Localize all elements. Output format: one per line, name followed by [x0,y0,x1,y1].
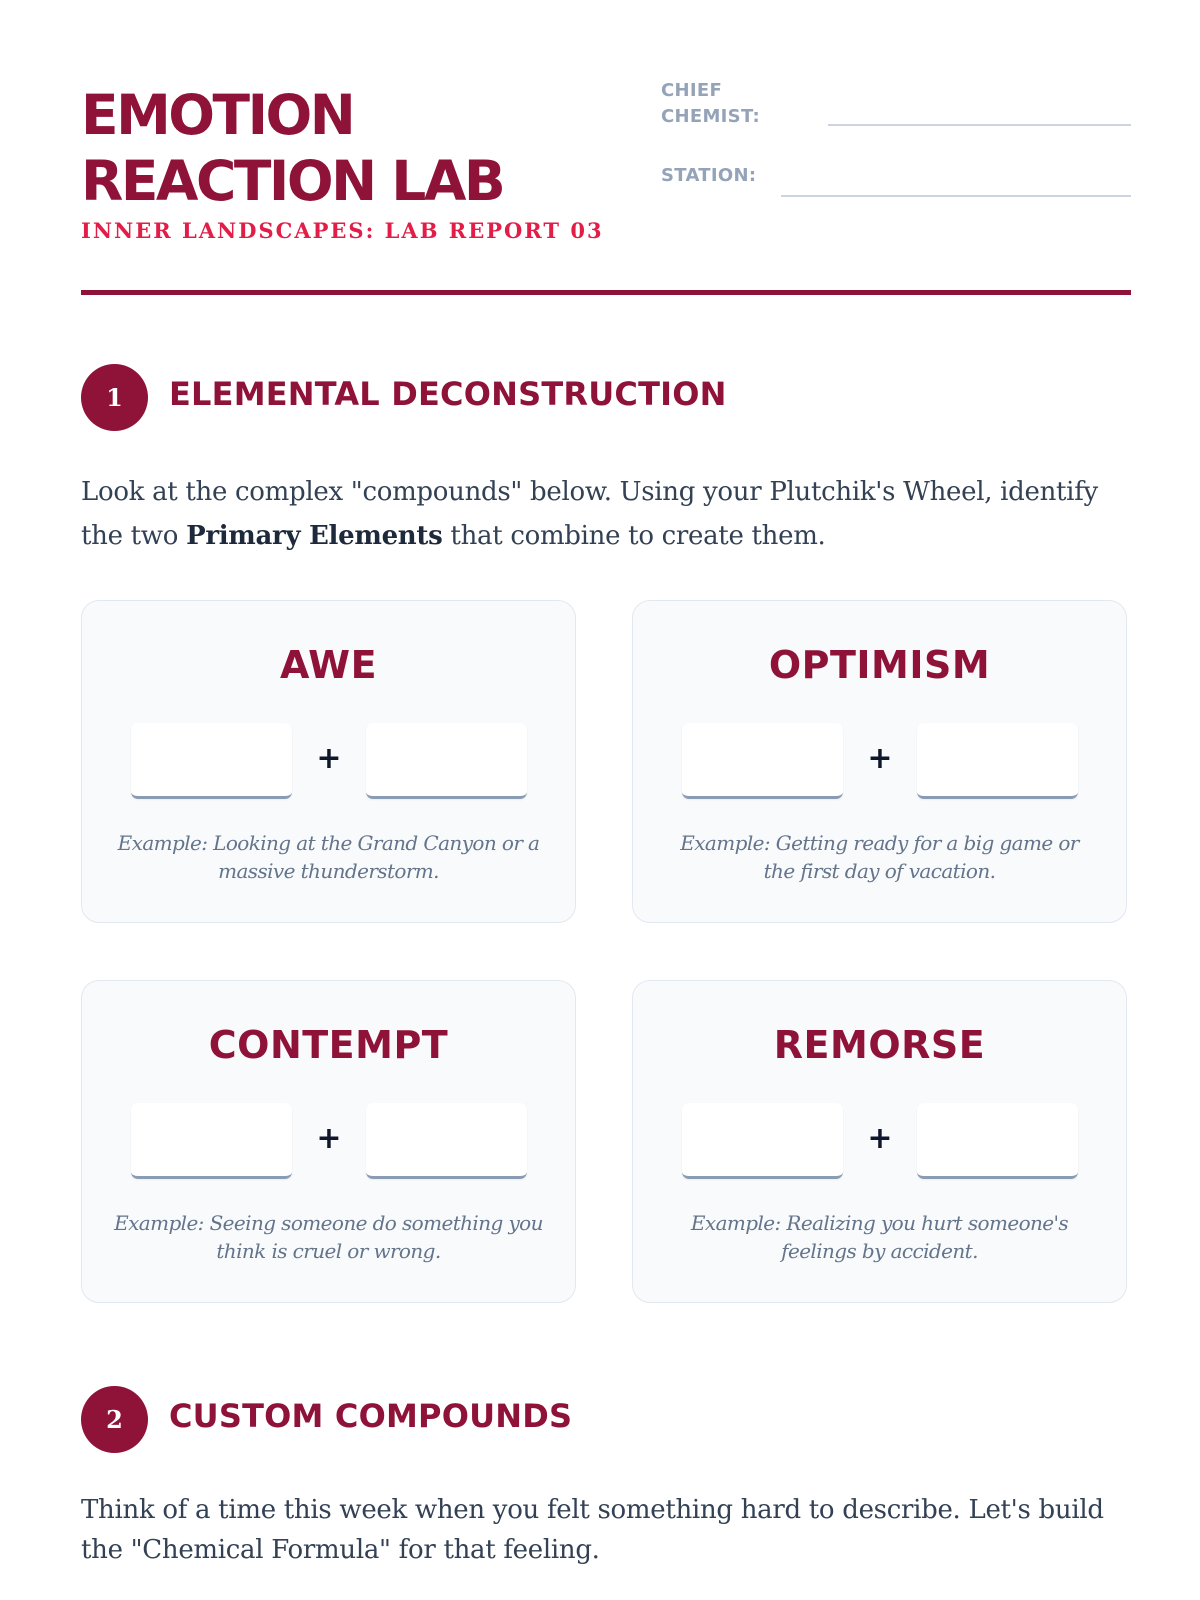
title-line-1: EMOTION [81,83,354,147]
compound-card-contempt [81,980,576,1303]
compound-example: Example: Looking at the Grand Canyon or a massive thunderstorm. [117,831,540,883]
plus-icon: + [867,1121,893,1156]
page-title [81,82,503,214]
title-line-2: REACTION LAB [81,149,504,213]
worksheet-page [81,0,1131,1600]
compound-example: Example: Getting ready for a big game or the first day of vacation. [680,831,1079,883]
plus-icon: + [316,1121,342,1156]
compound-title: CONTEMPT [208,1023,449,1067]
section-1-instructions: Look at the complex "compounds" below. Using your Plutchik's Wheel, identify the two Primary Elements that combine to create them. [81,477,1098,551]
station-field[interactable] [781,195,1131,197]
compound-card-awe [81,600,576,923]
primary-element-input-2[interactable] [366,1103,527,1179]
primary-element-input-1[interactable] [682,1103,843,1179]
compound-example: Example: Realizing you hurt someone's feelings by accident. [690,1211,1069,1263]
section-2-instructions: Think of a time this week when you felt something hard to describe. Let's build the "Chemical Formula" for that feeling. [81,1495,1104,1565]
section-2-title: CUSTOM COMPOUNDS [169,1397,573,1435]
compound-title: OPTIMISM [768,643,991,687]
primary-element-input-1[interactable] [131,723,292,799]
compound-title: REMORSE [773,1023,986,1067]
primary-element-input-1[interactable] [131,1103,292,1179]
chief-chemist-label: CHIEF CHEMIST: [661,80,761,127]
compound-title: AWE [279,643,378,687]
compound-card-remorse [632,980,1127,1303]
page-subtitle: INNER LANDSCAPES: LAB REPORT 03 [81,218,604,243]
station-label: STATION: [661,165,757,186]
section-2-number-badge: 2 [81,1386,148,1453]
plus-icon: + [867,741,893,776]
chief-chemist-field[interactable] [828,124,1131,126]
section-1-title: ELEMENTAL DECONSTRUCTION [169,375,727,413]
primary-element-input-2[interactable] [366,723,527,799]
header-divider [81,290,1131,295]
primary-element-input-1[interactable] [682,723,843,799]
primary-element-input-2[interactable] [917,1103,1078,1179]
primary-element-input-2[interactable] [917,723,1078,799]
compound-example: Example: Seeing someone do something you think is cruel or wrong. [114,1211,543,1263]
section-1-number-badge: 1 [81,364,148,431]
plus-icon: + [316,741,342,776]
compound-card-optimism [632,600,1127,923]
